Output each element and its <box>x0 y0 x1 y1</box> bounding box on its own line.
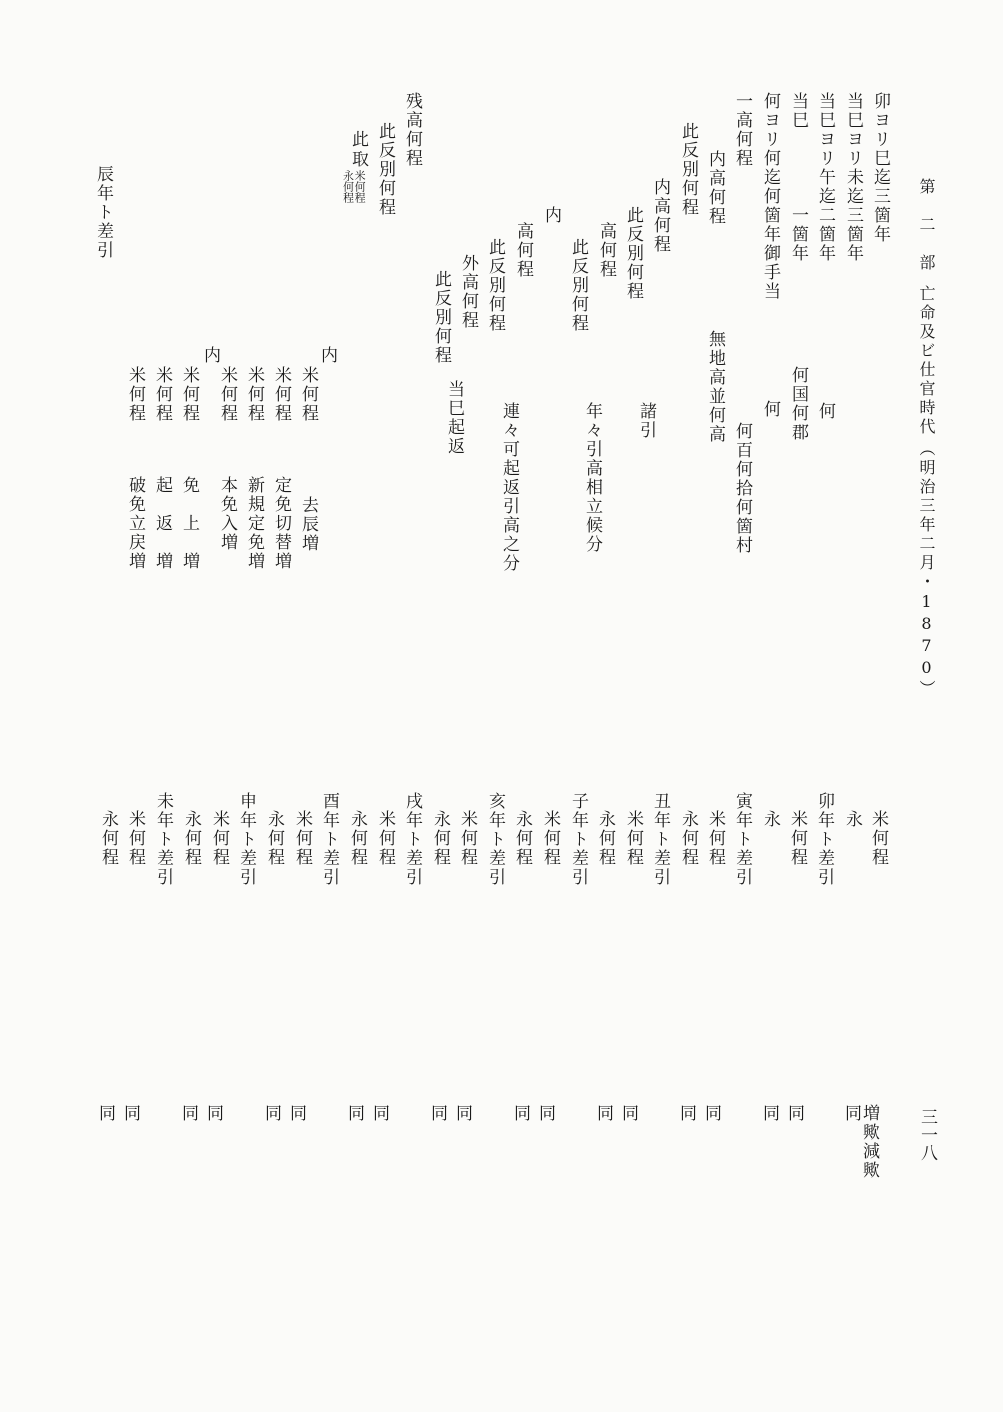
text-column: 何 <box>815 402 835 421</box>
text-column: 諸引 <box>636 402 656 440</box>
same-mark: 同 <box>759 1104 779 1123</box>
same-mark: 同 <box>535 1104 555 1123</box>
bottom-col: 子年ト差引 <box>568 792 588 887</box>
text-column: 此反別何程 <box>568 238 588 333</box>
page-number: 三一八 <box>917 1108 937 1162</box>
increase-label: 去辰増 <box>298 496 318 553</box>
rice-amount: 米何程 <box>244 366 264 423</box>
bottom-col: 永何程 <box>264 810 284 867</box>
same-mark: 同 <box>784 1104 804 1123</box>
bottom-col: 永何程 <box>347 810 367 867</box>
text-column: 内 <box>317 346 337 365</box>
text-column: 高何程 <box>513 222 533 279</box>
bottom-col: 永何程 <box>512 810 532 867</box>
bottom-col: 永 <box>760 810 780 829</box>
text-column: 辰年ト差引 <box>93 165 113 260</box>
warichu-line: 増歟減歟 <box>859 1104 879 1180</box>
bottom-col: 永何程 <box>430 810 450 867</box>
bottom-col: 酉年ト差引 <box>319 792 339 887</box>
same-mark: 同 <box>203 1104 223 1123</box>
increase-or-decrease <box>860 1104 877 1180</box>
text-column: 此反別何程 <box>678 122 698 217</box>
same-mark: 同 <box>178 1104 198 1123</box>
bottom-col: 永何程 <box>595 810 615 867</box>
increase-label: 破免立戻増 <box>125 476 145 571</box>
warichu <box>342 170 365 203</box>
text-column: 一高何程 <box>732 92 752 168</box>
text-column: 此 <box>348 130 368 149</box>
text-column: 外高何程 <box>458 254 478 330</box>
bottom-col: 戌年ト差引 <box>402 792 422 887</box>
chapter-title: 亡命及ビ仕官時代 <box>917 285 936 437</box>
text-column: 一箇年 <box>788 206 808 263</box>
text-column: 残高何程 <box>402 92 422 168</box>
text-column: 無地高並何高 <box>705 330 725 444</box>
rice-amount: 米何程 <box>125 366 145 423</box>
increase-label: 定免切替増 <box>271 476 291 571</box>
text-column: 当巳 <box>788 92 808 130</box>
same-mark: 同 <box>510 1104 530 1123</box>
warichu-line: 米何程 <box>353 170 367 203</box>
text-column: 当巳起返 <box>444 380 464 456</box>
chapter-date: （明治三年二月・1870） <box>917 440 936 699</box>
bottom-col: 未年ト差引 <box>153 792 173 887</box>
text-column: 何ヨリ何迄何箇年御手当 <box>760 92 780 301</box>
text-column: 内高何程 <box>705 150 725 226</box>
same-mark: 同 <box>95 1104 115 1123</box>
same-mark: 同 <box>676 1104 696 1123</box>
same-mark: 同 <box>452 1104 472 1123</box>
same-mark: 同 <box>427 1104 447 1123</box>
bottom-col: 米何程 <box>292 810 312 867</box>
bottom-col: 永 <box>842 810 862 829</box>
bottom-col: 米何程 <box>375 810 395 867</box>
bottom-col: 米何程 <box>787 810 807 867</box>
increase-label: 新規定免増 <box>244 476 264 571</box>
text-column: 何 <box>760 400 780 419</box>
text-column: 当巳ヨリ午迄二箇年 <box>815 92 835 263</box>
text-column: 内 <box>541 206 561 225</box>
increase-label: 免 上 増 <box>179 476 199 571</box>
part-label: 第 二 部 <box>917 178 936 273</box>
bottom-col: 永何程 <box>181 810 201 867</box>
bottom-col: 米何程 <box>705 810 725 867</box>
bottom-col: 卯年ト差引 <box>814 792 834 887</box>
bottom-col: 米何程 <box>209 810 229 867</box>
rice-amount: 米何程 <box>179 366 199 423</box>
text-column: 此反別何程 <box>375 122 395 217</box>
bottom-col: 永何程 <box>678 810 698 867</box>
bottom-col: 米何程 <box>540 810 560 867</box>
text-column: 当巳ヨリ未迄三箇年 <box>843 92 863 263</box>
text-column: 卯ヨリ巳迄三箇年 <box>870 92 890 244</box>
rice-amount: 米何程 <box>298 366 318 423</box>
text-column: 此反別何程 <box>431 270 451 365</box>
same-mark: 同 <box>701 1104 721 1123</box>
text-column: 高何程 <box>596 222 616 279</box>
bottom-col: 寅年ト差引 <box>732 792 752 887</box>
text-column: 取 <box>348 150 368 169</box>
bottom-col: 米何程 <box>623 810 643 867</box>
rice-amount: 米何程 <box>271 366 291 423</box>
text-column: 何国何郡 <box>788 366 808 442</box>
bottom-col: 米何程 <box>457 810 477 867</box>
same-mark: 同 <box>593 1104 613 1123</box>
same-mark: 同 <box>261 1104 281 1123</box>
text-column: 内高何程 <box>650 178 670 254</box>
rice-amount: 米何程 <box>217 366 237 423</box>
same-mark: 同 <box>120 1104 140 1123</box>
bottom-col: 米何程 <box>868 810 888 867</box>
increase-label: 起 返 増 <box>152 476 172 571</box>
same-mark: 同 <box>618 1104 638 1123</box>
text-column: 此反別何程 <box>623 206 643 301</box>
bottom-col: 米何程 <box>125 810 145 867</box>
same-mark: 同 <box>841 1104 861 1123</box>
same-mark: 同 <box>286 1104 306 1123</box>
text-column: 内 <box>200 346 220 365</box>
bottom-col: 亥年ト差引 <box>485 792 505 887</box>
text-column: 何百何拾何箇村 <box>732 422 752 555</box>
bottom-col: 申年ト差引 <box>236 792 256 887</box>
rice-amount: 米何程 <box>152 366 172 423</box>
increase-label: 本免入増 <box>217 476 237 552</box>
same-mark: 同 <box>369 1104 389 1123</box>
text-column: 年々引高相立候分 <box>582 402 602 554</box>
text-column: 此反別何程 <box>485 238 505 333</box>
same-mark: 同 <box>344 1104 364 1123</box>
bottom-col: 永何程 <box>98 810 118 867</box>
text-column: 連々可起返引高之分 <box>499 402 519 573</box>
bottom-col: 丑年ト差引 <box>650 792 670 887</box>
warichu-line: 永何程 <box>341 170 355 203</box>
